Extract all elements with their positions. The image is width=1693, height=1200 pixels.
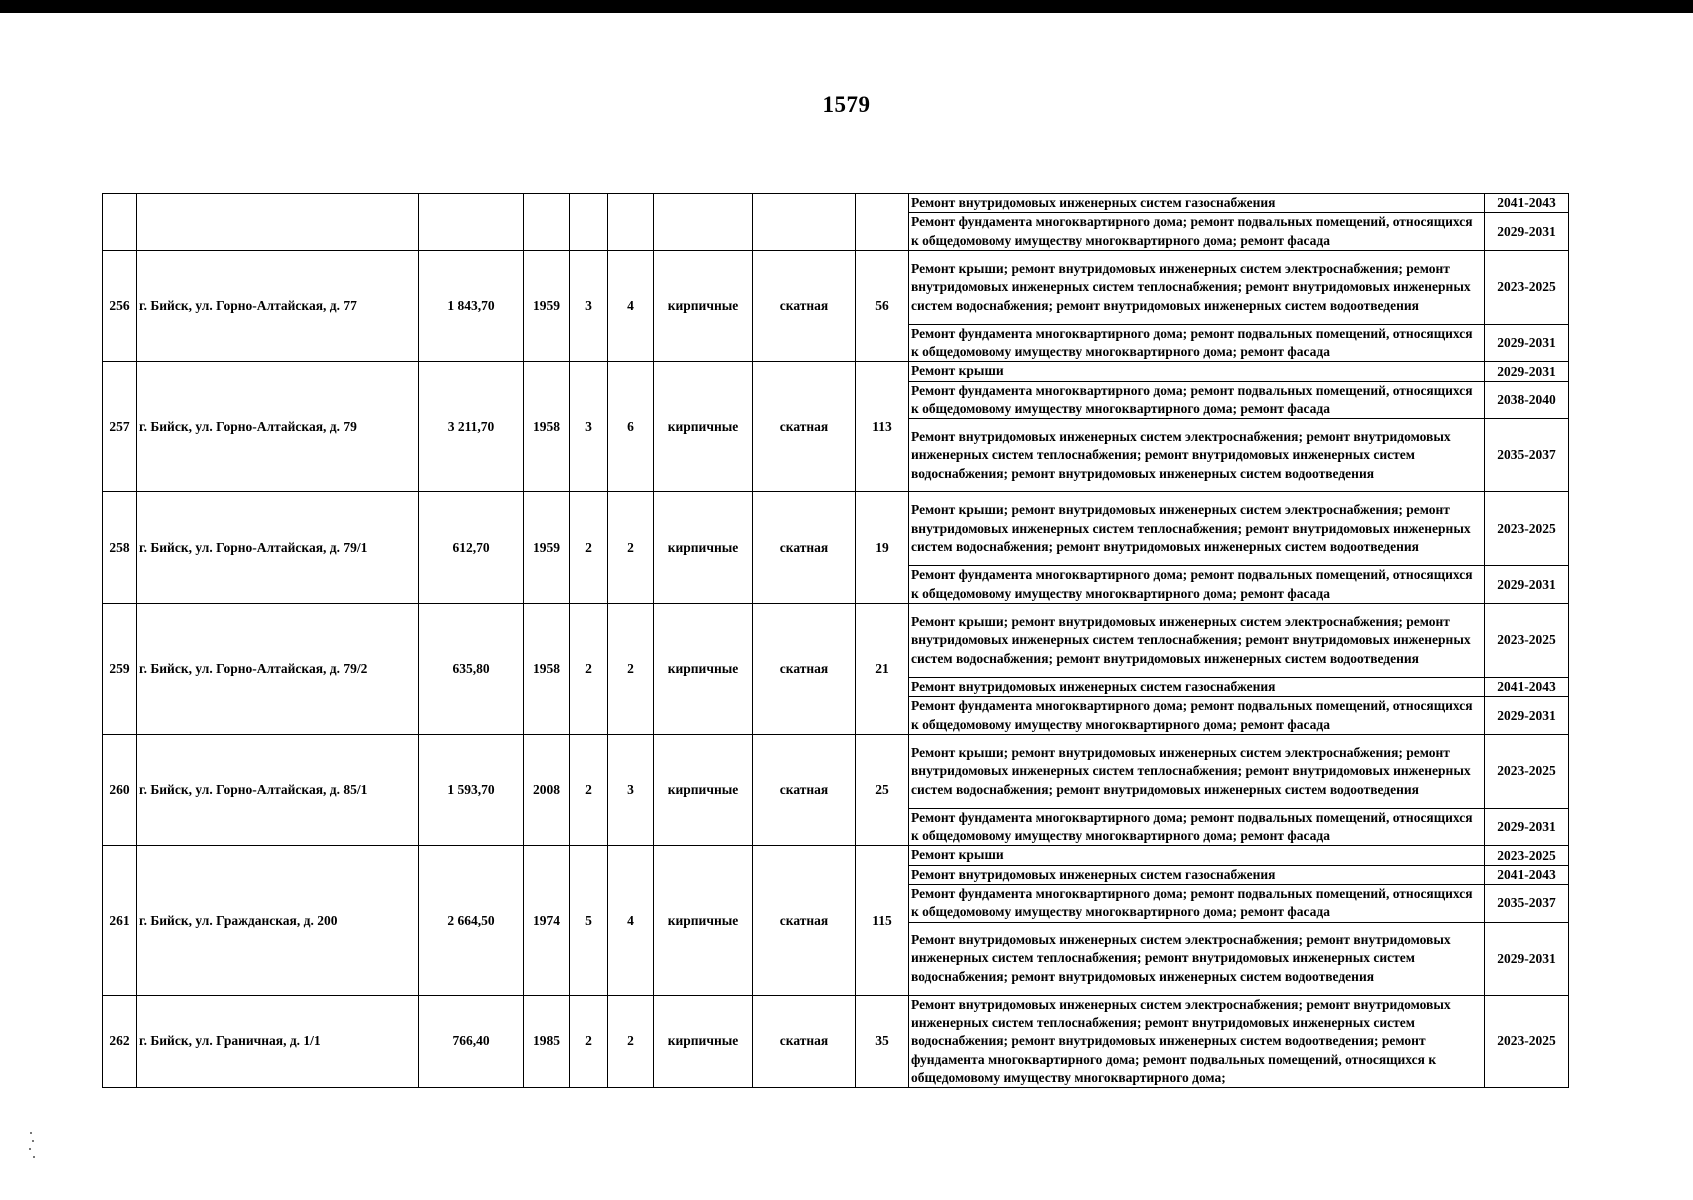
apartments-cell: 113 bbox=[856, 362, 909, 492]
empty-cell bbox=[524, 194, 570, 251]
work-cell: Ремонт фундамента многоквартирного дома; ремонт подвальных помещений, относящихся к общедомовому имуществу многоквартирного дома; ремонт фасада bbox=[909, 324, 1485, 362]
year-built-cell: 1959 bbox=[524, 492, 570, 604]
roof-type-cell: скатная bbox=[753, 250, 856, 362]
wall-material-cell: кирпичные bbox=[654, 603, 753, 734]
row-number: 261 bbox=[103, 846, 137, 995]
empty-cell bbox=[856, 194, 909, 251]
page-number: 1579 bbox=[822, 92, 871, 117]
year-built-cell: 1974 bbox=[524, 846, 570, 995]
year-built-cell: 1985 bbox=[524, 995, 570, 1087]
row-number: 260 bbox=[103, 734, 137, 846]
empty-cell bbox=[608, 194, 654, 251]
roof-type-cell: скатная bbox=[753, 362, 856, 492]
floors-cell: 3 bbox=[570, 250, 608, 362]
area-cell: 612,70 bbox=[419, 492, 524, 604]
floors-cell: 5 bbox=[570, 846, 608, 995]
table-row bbox=[103, 846, 1569, 865]
work-cell: Ремонт фундамента многоквартирного дома; ремонт подвальных помещений, относящихся к общедомовому имуществу многоквартирного дома; ремонт фасада bbox=[909, 213, 1485, 251]
scan-top-edge bbox=[0, 0, 1693, 13]
scan-marks bbox=[28, 1130, 36, 1160]
work-cell: Ремонт внутридомовых инженерных систем газоснабжения bbox=[909, 677, 1485, 696]
work-cell: Ремонт внутридомовых инженерных систем электроснабжения; ремонт внутридомовых инженерных систем теплоснабжения; ремонт внутридомовых инженерных систем водоснабжения; ремонт внутридомовых инженерных систем водоотведения bbox=[909, 419, 1485, 492]
empty-cell bbox=[753, 194, 856, 251]
row-number: 258 bbox=[103, 492, 137, 604]
empty-cell bbox=[137, 194, 419, 251]
period-cell: 2023-2025 bbox=[1485, 250, 1569, 324]
period-cell: 2029-2031 bbox=[1485, 324, 1569, 362]
table-row bbox=[103, 734, 1569, 808]
year-built-cell: 1958 bbox=[524, 362, 570, 492]
registry-table bbox=[102, 193, 1569, 1088]
work-cell: Ремонт внутридомовых инженерных систем газоснабжения bbox=[909, 194, 1485, 213]
floors-cell: 2 bbox=[570, 492, 608, 604]
empty-cell bbox=[654, 194, 753, 251]
period-cell: 2029-2031 bbox=[1485, 922, 1569, 995]
roof-type-cell: скатная bbox=[753, 846, 856, 995]
empty-cell bbox=[570, 194, 608, 251]
wall-material-cell: кирпичные bbox=[654, 734, 753, 846]
floors-cell: 2 bbox=[570, 995, 608, 1087]
table-row bbox=[103, 603, 1569, 677]
wall-material-cell: кирпичные bbox=[654, 362, 753, 492]
empty-cell bbox=[419, 194, 524, 251]
row-number: 256 bbox=[103, 250, 137, 362]
apartments-cell: 56 bbox=[856, 250, 909, 362]
entrances-cell: 4 bbox=[608, 250, 654, 362]
period-cell: 2023-2025 bbox=[1485, 492, 1569, 566]
year-built-cell: 2008 bbox=[524, 734, 570, 846]
address-cell: г. Бийск, ул. Горно-Алтайская, д. 77 bbox=[137, 250, 419, 362]
area-cell: 1 593,70 bbox=[419, 734, 524, 846]
wall-material-cell: кирпичные bbox=[654, 846, 753, 995]
wall-material-cell: кирпичные bbox=[654, 250, 753, 362]
work-cell: Ремонт фундамента многоквартирного дома; ремонт подвальных помещений, относящихся к общедомовому имуществу многоквартирного дома; ремонт фасада bbox=[909, 885, 1485, 923]
period-cell: 2029-2031 bbox=[1485, 566, 1569, 604]
year-built-cell: 1959 bbox=[524, 250, 570, 362]
period-cell: 2029-2031 bbox=[1485, 213, 1569, 251]
floors-cell: 2 bbox=[570, 603, 608, 734]
table-row bbox=[103, 492, 1569, 566]
period-cell: 2023-2025 bbox=[1485, 846, 1569, 865]
area-cell: 1 843,70 bbox=[419, 250, 524, 362]
roof-type-cell: скатная bbox=[753, 492, 856, 604]
work-cell: Ремонт крыши; ремонт внутридомовых инженерных систем электроснабжения; ремонт внутридомовых инженерных систем теплоснабжения; ремонт внутридомовых инженерных систем водоснабжения; ремонт внутридомовых инженерных систем водоотведения bbox=[909, 250, 1485, 324]
period-cell: 2023-2025 bbox=[1485, 734, 1569, 808]
period-cell: 2041-2043 bbox=[1485, 677, 1569, 696]
address-cell: г. Бийск, ул. Горно-Алтайская, д. 79/1 bbox=[137, 492, 419, 604]
period-cell: 2038-2040 bbox=[1485, 381, 1569, 419]
floors-cell: 2 bbox=[570, 734, 608, 846]
roof-type-cell: скатная bbox=[753, 734, 856, 846]
year-built-cell: 1958 bbox=[524, 603, 570, 734]
address-cell: г. Бийск, ул. Граничная, д. 1/1 bbox=[137, 995, 419, 1087]
apartments-cell: 19 bbox=[856, 492, 909, 604]
area-cell: 766,40 bbox=[419, 995, 524, 1087]
period-cell: 2035-2037 bbox=[1485, 419, 1569, 492]
work-cell: Ремонт крыши; ремонт внутридомовых инженерных систем электроснабжения; ремонт внутридомовых инженерных систем теплоснабжения; ремонт внутридомовых инженерных систем водоснабжения; ремонт внутридомовых инженерных систем водоотведения bbox=[909, 492, 1485, 566]
period-cell: 2029-2031 bbox=[1485, 697, 1569, 735]
entrances-cell: 2 bbox=[608, 995, 654, 1087]
table-row bbox=[103, 194, 1569, 213]
work-cell: Ремонт внутридомовых инженерных систем электроснабжения; ремонт внутридомовых инженерных систем теплоснабжения; ремонт внутридомовых инженерных систем водоснабжения; ремонт внутридомовых инженерных систем водоотведения bbox=[909, 922, 1485, 995]
work-cell: Ремонт фундамента многоквартирного дома; ремонт подвальных помещений, относящихся к общедомовому имуществу многоквартирного дома; ремонт фасада bbox=[909, 697, 1485, 735]
entrances-cell: 4 bbox=[608, 846, 654, 995]
entrances-cell: 2 bbox=[608, 603, 654, 734]
area-cell: 2 664,50 bbox=[419, 846, 524, 995]
address-cell: г. Бийск, ул. Горно-Алтайская, д. 85/1 bbox=[137, 734, 419, 846]
roof-type-cell: скатная bbox=[753, 995, 856, 1087]
roof-type-cell: скатная bbox=[753, 603, 856, 734]
period-cell: 2029-2031 bbox=[1485, 808, 1569, 846]
table-row bbox=[103, 250, 1569, 324]
entrances-cell: 6 bbox=[608, 362, 654, 492]
work-cell: Ремонт фундамента многоквартирного дома; ремонт подвальных помещений, относящихся к общедомовому имуществу многоквартирного дома; ремонт фасада bbox=[909, 808, 1485, 846]
entrances-cell: 2 bbox=[608, 492, 654, 604]
period-cell: 2041-2043 bbox=[1485, 194, 1569, 213]
wall-material-cell: кирпичные bbox=[654, 492, 753, 604]
empty-cell bbox=[103, 194, 137, 251]
work-cell: Ремонт крыши; ремонт внутридомовых инженерных систем электроснабжения; ремонт внутридомовых инженерных систем теплоснабжения; ремонт внутридомовых инженерных систем водоснабжения; ремонт внутридомовых инженерных систем водоотведения bbox=[909, 603, 1485, 677]
area-cell: 635,80 bbox=[419, 603, 524, 734]
row-number: 257 bbox=[103, 362, 137, 492]
apartments-cell: 25 bbox=[856, 734, 909, 846]
period-cell: 2041-2043 bbox=[1485, 865, 1569, 884]
address-cell: г. Бийск, ул. Гражданская, д. 200 bbox=[137, 846, 419, 995]
table-row bbox=[103, 995, 1569, 1087]
registry-body bbox=[103, 194, 1569, 1088]
area-cell: 3 211,70 bbox=[419, 362, 524, 492]
work-cell: Ремонт фундамента многоквартирного дома; ремонт подвальных помещений, относящихся к общедомовому имуществу многоквартирного дома; ремонт фасада bbox=[909, 381, 1485, 419]
row-number: 259 bbox=[103, 603, 137, 734]
period-cell: 2023-2025 bbox=[1485, 995, 1569, 1087]
period-cell: 2035-2037 bbox=[1485, 885, 1569, 923]
row-number: 262 bbox=[103, 995, 137, 1087]
period-cell: 2029-2031 bbox=[1485, 362, 1569, 381]
apartments-cell: 35 bbox=[856, 995, 909, 1087]
period-cell: 2023-2025 bbox=[1485, 603, 1569, 677]
work-cell: Ремонт крыши bbox=[909, 846, 1485, 865]
work-cell: Ремонт внутридомовых инженерных систем электроснабжения; ремонт внутридомовых инженерных систем теплоснабжения; ремонт внутридомовых инженерных систем водоснабжения; ремонт внутридомовых инженерных систем водоотведения; ремонт фундамента многоквартирного дома; ремонт подвальных помещений, относящихся к общедомовому имуществу многоквартирного дома; bbox=[909, 995, 1485, 1087]
work-cell: Ремонт крыши; ремонт внутридомовых инженерных систем электроснабжения; ремонт внутридомовых инженерных систем теплоснабжения; ремонт внутридомовых инженерных систем водоснабжения; ремонт внутридомовых инженерных систем водоотведения bbox=[909, 734, 1485, 808]
wall-material-cell: кирпичные bbox=[654, 995, 753, 1087]
address-cell: г. Бийск, ул. Горно-Алтайская, д. 79 bbox=[137, 362, 419, 492]
entrances-cell: 3 bbox=[608, 734, 654, 846]
apartments-cell: 21 bbox=[856, 603, 909, 734]
table-row bbox=[103, 362, 1569, 381]
work-cell: Ремонт крыши bbox=[909, 362, 1485, 381]
work-cell: Ремонт фундамента многоквартирного дома; ремонт подвальных помещений, относящихся к общедомовому имуществу многоквартирного дома; ремонт фасада bbox=[909, 566, 1485, 604]
floors-cell: 3 bbox=[570, 362, 608, 492]
apartments-cell: 115 bbox=[856, 846, 909, 995]
address-cell: г. Бийск, ул. Горно-Алтайская, д. 79/2 bbox=[137, 603, 419, 734]
work-cell: Ремонт внутридомовых инженерных систем газоснабжения bbox=[909, 865, 1485, 884]
